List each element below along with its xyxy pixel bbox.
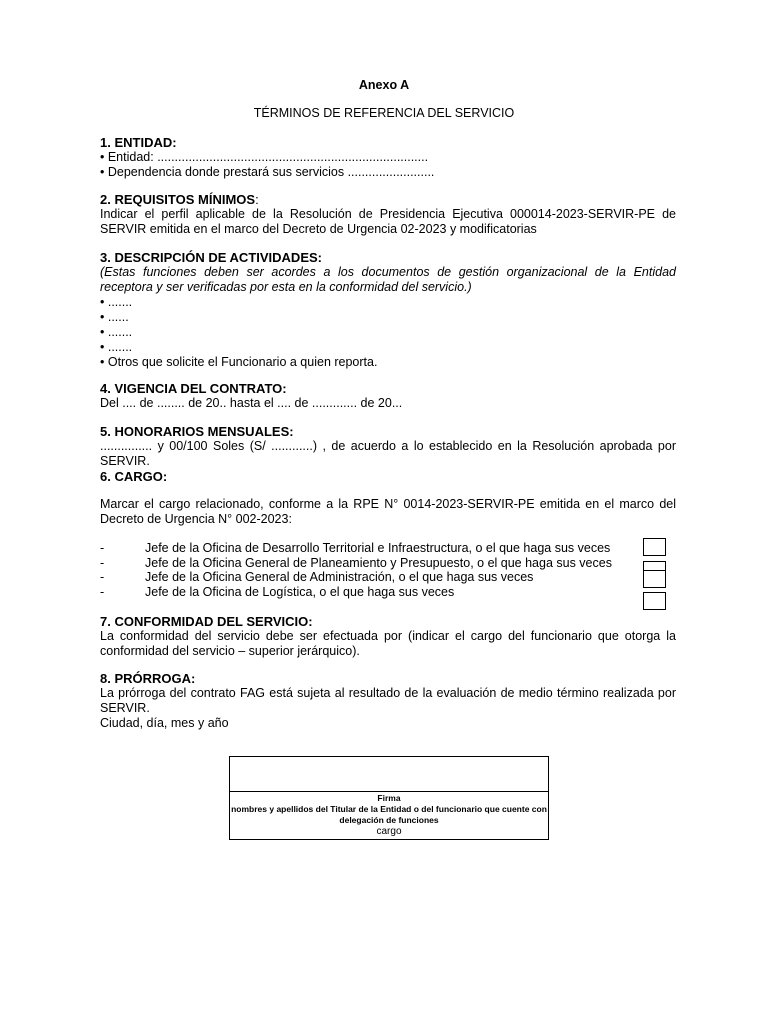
signature-box bbox=[229, 756, 549, 840]
section-prorroga bbox=[100, 671, 676, 731]
section-vigencia bbox=[100, 381, 676, 411]
conformidad-text: La conformidad del servicio debe ser efectuada por (indicar el cargo del funcionario que otorga la conformidad del servicio – superior jerárquico). bbox=[100, 629, 676, 658]
section-honorarios bbox=[100, 424, 676, 469]
firma-label: Firma bbox=[377, 793, 401, 803]
cargo-option-label: Jefe de la Oficina General de Administración, o el que haga sus veces bbox=[145, 570, 534, 584]
list-item bbox=[100, 556, 676, 571]
dependencia-line: • Dependencia donde prestará sus servicios ......................... bbox=[100, 165, 435, 179]
section-heading: 2. REQUISITOS MÍNIMOS: bbox=[100, 192, 259, 207]
list-item bbox=[100, 570, 676, 585]
list-item bbox=[100, 585, 676, 600]
section-requisitos bbox=[100, 192, 676, 237]
list-item: • ....... bbox=[100, 295, 133, 309]
signer-cargo-label: cargo bbox=[376, 826, 402, 837]
requisitos-text: Indicar el perfil aplicable de la Resolución de Presidencia Ejecutiva 000014-2023-SERVIR-PE de SERVIR emitida en el marco del Decreto de Urgencia 02-2023 y modificatorias bbox=[100, 207, 676, 236]
cargo-options bbox=[100, 541, 676, 599]
signature-caption bbox=[230, 791, 548, 839]
list-item: • ....... bbox=[100, 340, 133, 354]
list-item: • ....... bbox=[100, 325, 133, 339]
vigencia-text: Del .... de ........ de 20.. hasta el .... de ............. de 20... bbox=[100, 396, 403, 410]
section-heading: 5. HONORARIOS MENSUALES: bbox=[100, 424, 294, 439]
cargo-checkbox-4[interactable] bbox=[643, 592, 666, 610]
actividades-note: (Estas funciones deben ser acordes a los documentos de gestión organizacional de la Entidad receptora y ser verificadas por esta en la conformidad del servicio.) bbox=[100, 265, 676, 294]
section-heading: 3. DESCRIPCIÓN DE ACTIVIDADES: bbox=[100, 250, 322, 265]
section-heading: 8. PRÓRROGA: bbox=[100, 671, 196, 686]
dash-marker: - bbox=[100, 541, 105, 555]
section-heading: 4. VIGENCIA DEL CONTRATO: bbox=[100, 381, 287, 396]
section-conformidad bbox=[100, 614, 676, 659]
dash-marker: - bbox=[100, 555, 105, 570]
cargo-option-label: Jefe de la Oficina General de Planeamiento y Presupuesto, o el que haga sus veces bbox=[145, 555, 612, 570]
section-heading: 6. CARGO: bbox=[100, 469, 168, 484]
cargo-text: Marcar el cargo relacionado, conforme a la RPE N° 0014-2023-SERVIR-PE emitida en el marco del Decreto de Urgencia N° 002-2023: bbox=[100, 497, 676, 526]
section-actividades bbox=[100, 250, 676, 370]
section-entidad bbox=[100, 135, 676, 180]
list-item bbox=[100, 541, 676, 556]
honorarios-text: ............... y 00/100 Soles (S/ ............) , de acuerdo a lo establecido en la Resolución aprobada por SERVIR. bbox=[100, 439, 676, 468]
section-heading: 7. CONFORMIDAD DEL SERVICIO: bbox=[100, 614, 313, 629]
signer-names-label: nombres y apellidos del Titular de la Entidad o del funcionario que cuente con delegación de funciones bbox=[231, 804, 547, 825]
place-date-line: Ciudad, día, mes y año bbox=[100, 716, 229, 730]
cargo-checkbox-3[interactable] bbox=[643, 570, 666, 588]
cargo-checkbox-1[interactable] bbox=[643, 538, 666, 556]
dash-marker: - bbox=[100, 584, 105, 599]
list-item: • ...... bbox=[100, 310, 129, 324]
section-heading: 1. ENTIDAD: bbox=[100, 135, 177, 150]
document-title: TÉRMINOS DE REFERENCIA DEL SERVICIO bbox=[253, 106, 515, 120]
annex-label: Anexo A bbox=[358, 78, 410, 92]
list-item: • Otros que solicite el Funcionario a quien reporta. bbox=[100, 355, 378, 369]
entidad-line: • Entidad: .............................................................................. bbox=[100, 150, 429, 164]
prorroga-text: La prórroga del contrato FAG está sujeta al resultado de la evaluación de medio término realizada por SERVIR. bbox=[100, 686, 676, 715]
dash-marker: - bbox=[100, 570, 105, 584]
cargo-option-label: Jefe de la Oficina de Desarrollo Territorial e Infraestructura, o el que haga sus veces bbox=[145, 541, 611, 555]
section-cargo bbox=[100, 469, 676, 484]
cargo-option-label: Jefe de la Oficina de Logística, o el que haga sus veces bbox=[145, 584, 455, 599]
